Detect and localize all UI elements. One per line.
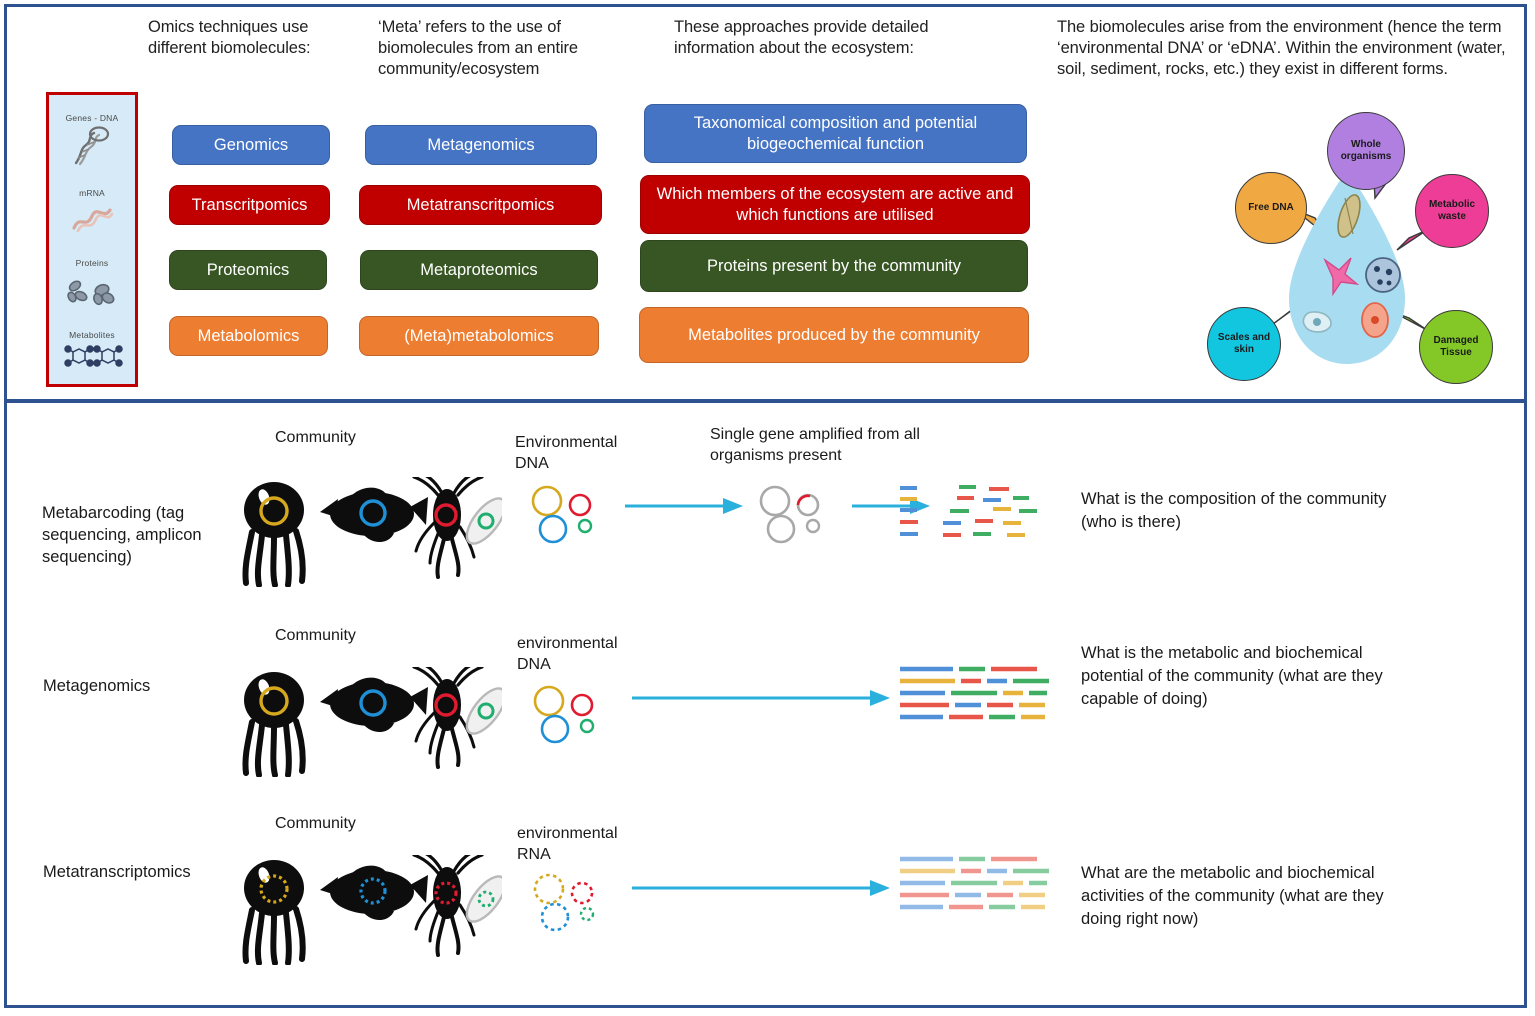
pill-outcome-activity[interactable]: Which members of the ecosystem are active and which functions are utilised bbox=[640, 175, 1030, 234]
pill-metametabolomics[interactable]: (Meta)metabolomics bbox=[359, 316, 599, 356]
method-label-metatranscriptomics: Metatranscriptomics bbox=[43, 863, 191, 881]
community-organisms-row1 bbox=[232, 477, 502, 587]
community-organisms-row3 bbox=[232, 855, 502, 965]
pill-outcome-taxonomy[interactable]: Taxonomical composition and potential biogeochemical function bbox=[644, 104, 1027, 163]
pill-outcome-proteins[interactable]: Proteins present by the community bbox=[640, 240, 1028, 292]
community-organisms-row2 bbox=[232, 667, 502, 777]
biomolecule-strip bbox=[46, 92, 138, 387]
droplet-content-scale-cell bbox=[1303, 312, 1331, 332]
amplified-circles-row1 bbox=[755, 485, 845, 545]
community-label-row3: Community bbox=[275, 815, 356, 832]
pill-metatranscriptomics[interactable]: Metatranscritpomics bbox=[359, 185, 602, 225]
edna-circles-row2 bbox=[529, 685, 619, 745]
answer-text-row2: What is the metabolic and biochemical potential of the community (what are they capable of doing) bbox=[1081, 644, 1383, 708]
community-label-row1: Community bbox=[275, 429, 356, 446]
answer-text-row1: What is the composition of the community (who is there) bbox=[1081, 490, 1387, 531]
pill-proteomics[interactable]: Proteomics bbox=[169, 250, 327, 290]
section-divider bbox=[7, 399, 1524, 403]
pill-metaproteomics[interactable]: Metaproteomics bbox=[360, 250, 598, 290]
biomolecule-mrna: mRNA bbox=[49, 188, 135, 236]
bubble-whole-organisms[interactable]: Whole organisms bbox=[1327, 112, 1405, 190]
biomolecule-metabolites: Metabolites bbox=[49, 330, 135, 374]
droplet-content-metabolic-waste-cell bbox=[1366, 258, 1400, 292]
figure-frame bbox=[4, 4, 1527, 1008]
protein-icon bbox=[62, 270, 122, 310]
column-heading-meta: ‘Meta’ refers to the use of biomolecules from an entire community/ecosystem bbox=[378, 18, 578, 78]
sequence-reads-row3 bbox=[897, 853, 1057, 915]
edna-circles-row1 bbox=[527, 485, 617, 545]
droplet-content-damaged-tissue-cell bbox=[1362, 303, 1388, 337]
arrow-row1-step1 bbox=[625, 495, 745, 517]
biomolecule-proteins: Proteins bbox=[49, 258, 135, 310]
method-label-metabarcoding: Metabarcoding (tag sequencing, amplicon sequencing) bbox=[42, 504, 202, 566]
step-label-row1: Single gene amplified from all organisms present bbox=[710, 426, 920, 464]
bubble-scales-and-skin[interactable]: Scales and skin bbox=[1207, 307, 1281, 381]
pill-transcriptomics[interactable]: Transcritpomics bbox=[169, 185, 330, 225]
pill-outcome-metabolites[interactable]: Metabolites produced by the community bbox=[639, 307, 1029, 363]
mrna-strand-icon bbox=[66, 200, 118, 236]
erna-circles-row3 bbox=[529, 873, 619, 933]
pill-metagenomics[interactable]: Metagenomics bbox=[365, 125, 597, 165]
arrow-row2 bbox=[632, 687, 892, 709]
material-label-row2: environmental DNA bbox=[517, 635, 618, 673]
edna-droplet-diagram bbox=[1197, 112, 1527, 397]
bubble-free-dna[interactable]: Free DNA bbox=[1235, 172, 1307, 244]
metabolite-molecule-icon bbox=[61, 342, 123, 374]
material-label-row3: environmental RNA bbox=[517, 825, 618, 863]
sequence-reads-row1 bbox=[897, 483, 1042, 541]
bubble-damaged-tissue[interactable]: Damaged Tissue bbox=[1419, 310, 1493, 384]
sequence-reads-row2 bbox=[897, 663, 1057, 725]
column-heading-outcomes: These approaches provide detailed information about the ecosystem: bbox=[674, 18, 929, 57]
answer-text-row3: What are the metabolic and biochemical activities of the community (what are they doing right now) bbox=[1081, 864, 1384, 928]
pill-genomics[interactable]: Genomics bbox=[172, 125, 330, 165]
community-label-row2: Community bbox=[275, 627, 356, 644]
pill-metabolomics[interactable]: Metabolomics bbox=[169, 316, 328, 356]
column-heading-omics: Omics techniques use different biomolecules: bbox=[148, 18, 311, 57]
biomolecule-dna: Genes - DNA bbox=[49, 113, 135, 167]
material-label-row1: Environmental DNA bbox=[515, 434, 618, 472]
dna-strand-icon bbox=[66, 125, 118, 167]
bubble-metabolic-waste[interactable]: Metabolic waste bbox=[1415, 174, 1489, 248]
arrow-row3 bbox=[632, 877, 892, 899]
column-heading-edna: The biomolecules arise from the environment (hence the term ‘environmental DNA’ or ‘eDNA’. Within the environment (water, soil, sediment, rocks, etc.) they exist in different forms. bbox=[1057, 18, 1506, 78]
method-label-metagenomics: Metagenomics bbox=[43, 677, 151, 695]
